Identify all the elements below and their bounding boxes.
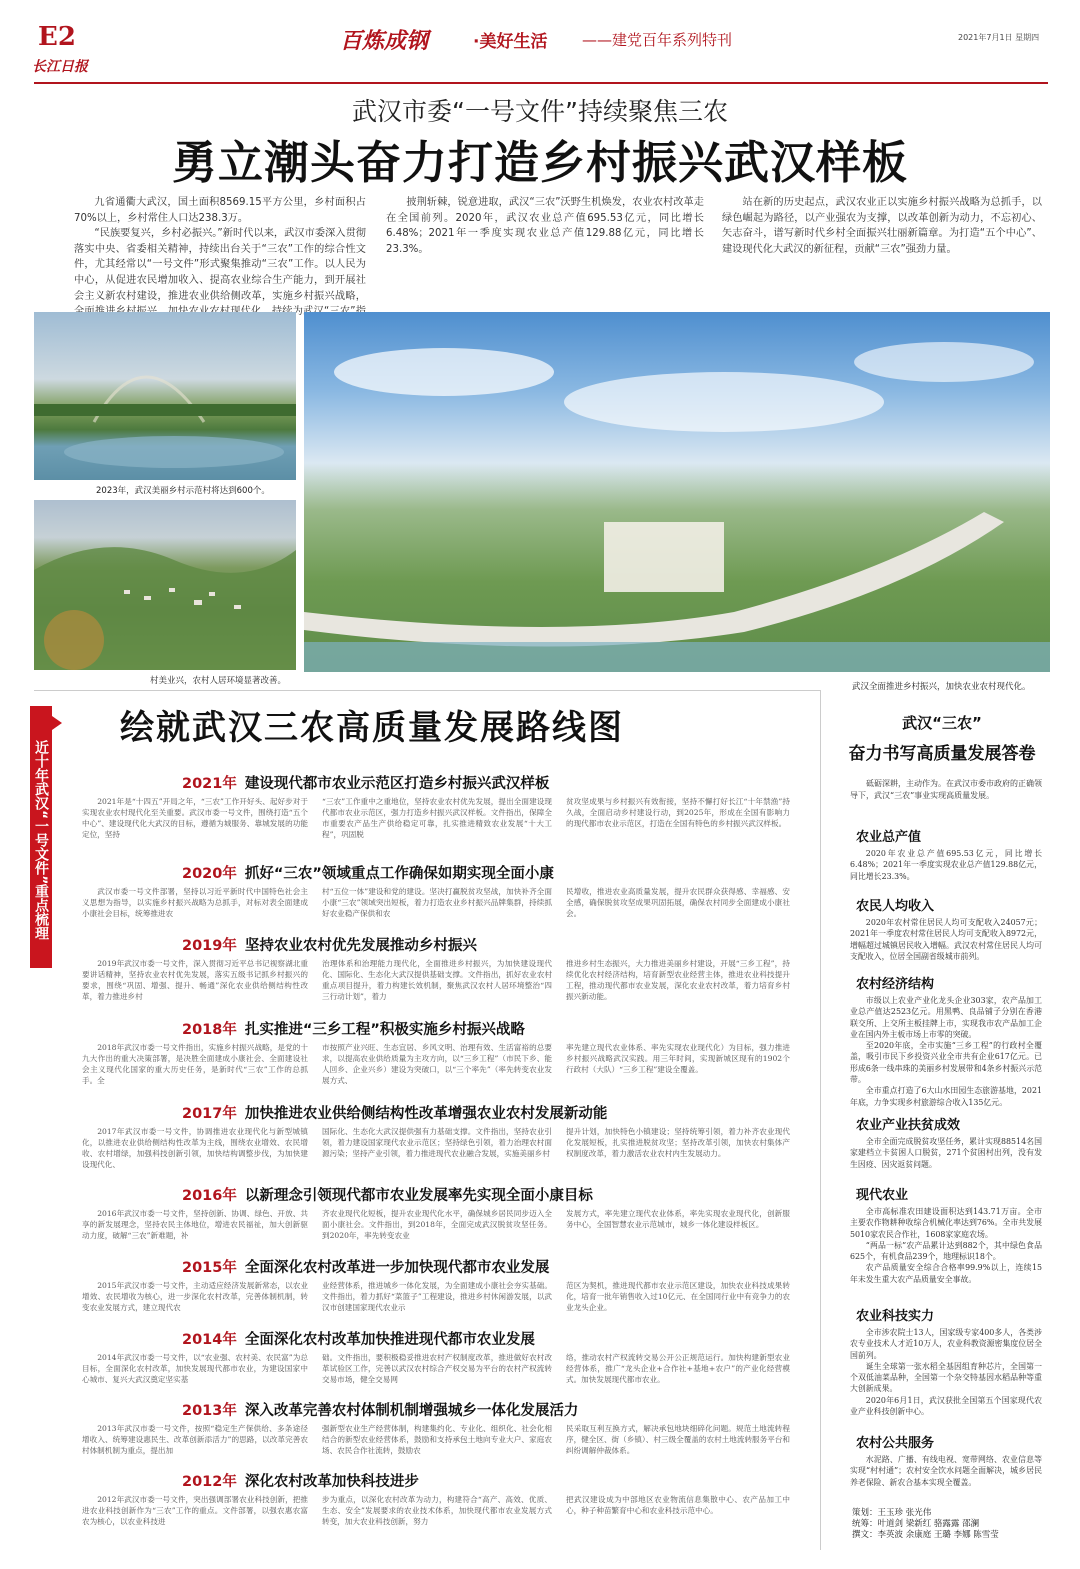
- year-label: 2013年: [182, 1403, 237, 1419]
- page-code: E2: [38, 22, 76, 52]
- sidebar-paragraph: 水泥路、广播、有线电视、宽带网络、农业信息等实现“村村通”；农村安全饮水问题全面解决，城乡居民养老保险、新农合基本实现全覆盖。: [850, 1455, 1042, 1487]
- photo-caption: 武汉全面推进乡村振兴，加快农业农村现代化。: [852, 682, 1031, 692]
- year-body-text: 治理体系和治理能力现代化，全面推进乡村振兴，为加快建设现代化、国际化、生态化大武汉提供基础支撑。文件指出，抓好农业农村重点项目提升，着力构建长效机制，聚焦武汉农村人居环境整治“四三行动计划”，着力: [322, 959, 552, 1001]
- photo-caption: 2023年，武汉美丽乡村示范村将达到600个。: [96, 486, 270, 496]
- sidebar-body: [850, 917, 1042, 977]
- year-body-text: 市按照产业兴旺、生态宜居、乡风文明、治理有效、生活富裕的总要求，以提高农业供给质量为主攻方向，以“三乡工程”（市民下乡、能人回乡、企业兴乡）建设为突破口，以“三个率先”（率先转变农业发展方式、: [322, 1043, 552, 1085]
- year-heading: [182, 1399, 578, 1420]
- sidebar-title: 武汉“三农”: [902, 714, 982, 732]
- year-title: 加快推进农业供给侧结构性改革增强农业农村发展新动能: [244, 1106, 608, 1122]
- header-rule: [34, 82, 1048, 84]
- sidebar-heading: 农业科技实力: [856, 1309, 935, 1324]
- credit-line: 策划：王玉珍 张光伟: [852, 1508, 932, 1518]
- year-body-text: 国际化、生态化大武汉提供强有力基础支撑。文件指出，坚持农业引领，着力建设国家现代农业示范区；坚持绿色引领，着力治理农村面源污染；坚持产业引领，着力推进现代农业融合发展，实施美丽乡村: [322, 1127, 552, 1158]
- year-body-text: 2013年武汉市委一号文件，按照“稳定生产保供给、多条途径增收入、统筹建设惠民生、改革创新添活力”的思路，以改革完善农村体制机制为重点，提出加: [82, 1424, 308, 1455]
- sidebar-paragraph: 农产品质量安全综合合格率99.9%以上，连续15年未发生重大农产品质量安全事故。: [850, 1263, 1042, 1284]
- year-body-text: 础。文件指出，要积极稳妥推进农村产权制度改革，推进做好农村改革试验区工作，完善以武汉农村综合产权交易为平台的农村产权流转交易市场，健全交易网: [322, 1353, 552, 1384]
- sidebar-paragraph: 全市重点打造了6大山水田园生态旅游基地，2021年底，力争实现乡村旅游综合收入135亿元。: [850, 1086, 1042, 1107]
- lead-paragraph: 披荆斩棘，锐意进取，武汉“三农”沃野生机焕发，农业农村改革走在全国前列。2020年，武汉农业总产值695.53亿元，同比增长6.48%；2021年一季度实现农业总产值129.88亿元，同比增长23.3%。: [386, 197, 704, 255]
- year-label: 2012年: [182, 1474, 237, 1490]
- year-body-text: 齐农业现代化短板，提升农业现代化水平，确保城乡居民同步迈入全面小康社会。文件指出，到2018年，全面完成武汉脱贫攻坚任务。到2020年，率先转变农业: [322, 1209, 552, 1240]
- year-label: 2015年: [182, 1260, 237, 1276]
- tag-arrow-icon: [52, 716, 62, 730]
- sidebar-heading: 农业产业扶贫成效: [856, 1118, 961, 1133]
- year-label: 2021年: [182, 776, 237, 792]
- year-heading: [182, 1018, 525, 1039]
- sidebar-paragraph: 全市涉农院士13人，国家级专家400多人，各类涉农专业技术人才近10万人，农业科教资源密集度位居全国前列。: [850, 1328, 1042, 1360]
- year-body-text: 步为重点，以深化农村改革为动力，构建符合“高产、高效、优质、生态、安全”发展要求的农业技术体系，加快现代都市农业发展方式转变，加大农业科技创新，努力: [322, 1495, 552, 1526]
- sidebar-heading: 农业总产值: [856, 830, 922, 845]
- year-heading: [182, 934, 477, 955]
- lead-column-1: [74, 195, 366, 318]
- year-title: 以新理念引领现代都市农业发展率先实现全面小康目标: [244, 1188, 593, 1204]
- year-body-text: 2018年武汉市委一号文件指出，实施乡村振兴战略，是党的十九大作出的重大决策部署，是决胜全面建成小康社会、全面建设社会主义现代化国家的重大历史任务，是新时代“三农”工作的总抓手。全: [82, 1043, 308, 1085]
- year-body-text: 络，推动农村产权流转交易公开公正规范运行。加快构建新型农业经营体系，推广“龙头企业+合作社+基地+农户”的产业化经营模式。加快发展现代都市农业。: [566, 1353, 790, 1384]
- issue-date: 2021年7月1日 星期四: [958, 33, 1040, 42]
- series-name: ——建党百年系列特刊: [582, 31, 733, 49]
- year-body-text: 村“五位一体”建设和党的建设。坚决打赢脱贫攻坚战，加快补齐全面小康“三农”领域突出短板，着力打造农业乡村振兴品牌集群，持续抓好农业稳产保供和农: [322, 887, 552, 918]
- year-title: 扎实推进“三乡工程”积极实施乡村振兴战略: [244, 1022, 525, 1038]
- year-body-text: 2021年是“十四五”开局之年，“三农”工作开好头、起好步对于实现农业农村现代化至关重要。武汉市委一号文件，围绕打造“五个中心”、建设现代化大武汉的目标，遵循为城服务、靠城发展的功能定位，坚持: [82, 797, 308, 839]
- year-heading: [182, 862, 554, 883]
- sidebar-body: [850, 848, 1042, 898]
- sidebar-body: [850, 995, 1042, 1121]
- photo-aerial-village-art: [304, 312, 1050, 672]
- year-title: 全面深化农村改革进一步加快现代都市农业发展: [244, 1260, 550, 1276]
- year-body-text: 2014年武汉市委一号文件，以“农业强、农村美、农民富”为总目标，全面深化农村改革，加快发展现代都市农业，为建设国家中心城市、复兴大武汉奠定坚实基: [82, 1353, 308, 1384]
- year-heading: [182, 772, 549, 793]
- year-body-text: 率先建立现代农业体系、率先实现农业现代化）为目标，强力推进乡村振兴战略武汉实践。用三年时间，实现新城区现有的1902个行政村（大队）“三乡工程”建设全覆盖。: [566, 1043, 790, 1074]
- sidebar-heading: 农村经济结构: [856, 977, 935, 992]
- year-heading: [182, 1102, 607, 1123]
- year-label: 2014年: [182, 1332, 237, 1348]
- year-body-text: 2019年武汉市委一号文件，深入贯彻习近平总书记视察湖北重要讲话精神，坚持农业农村优先发展，落实五级书记抓乡村振兴的要求，围绕“巩固、增强、提升、畅通”深化农业供给侧结构性改革，着力推进乡村: [82, 959, 308, 1001]
- sidebar-paragraph: 2020年农业总产值695.53亿元，同比增长6.48%；2021年一季度实现农业总产值129.88亿元，同比增长23.3%。: [850, 849, 1042, 881]
- year-body-text: 2012年武汉市委一号文件，突出强调部署农业科技创新，把推进农业科技创新作为“三农”工作的重点。文件部署，以强农惠农富农为核心，以农业科技进: [82, 1495, 308, 1526]
- article-headline: 勇立潮头奋力打造乡村振兴武汉样板: [171, 136, 908, 189]
- year-label: 2016年: [182, 1188, 237, 1204]
- article-subhead: 武汉市委“一号文件”持续聚焦三农: [352, 97, 728, 126]
- section-tag: 近十年武汉“一号文件”重点梳理: [30, 706, 52, 968]
- year-body-text: 把武汉建设成为中部地区农业物流信息集散中心、农产品加工中心，种子种苗繁育中心和农业科技示范中心。: [566, 1495, 790, 1515]
- year-body-text: 范区为契机，推进现代都市农业示范区建设，加快农业科技成果转化，培育一批年销售收入过10亿元、在全国同行业中有竞争力的农业龙头企业。: [566, 1281, 790, 1312]
- photo-hillside-village-art: [34, 500, 296, 670]
- year-label: 2018年: [182, 1022, 237, 1038]
- lead-column-2: [386, 195, 704, 295]
- year-label: 2020年: [182, 866, 237, 882]
- sidebar-body: [850, 1454, 1042, 1494]
- year-body-text: 2015年武汉市委一号文件，主动适应经济发展新常态，以农业增效、农民增收为核心，进一步深化农村改革，完善体制机制，转变农业发展方式，建立现代农: [82, 1281, 308, 1312]
- year-body-text: 民增收，推进农业高质量发展，提升农民群众获得感、幸福感、安全感，确保脱贫攻坚成果巩固拓展，确保农村同步全面建成小康社会。: [566, 887, 790, 918]
- sidebar-paragraph: 全市全面完成脱贫攻坚任务，累计实现88514名国家建档立卡贫困人口脱贫，271个贫困村出列，没有发生因疫、因灾返贫问题。: [850, 1137, 1042, 1169]
- lead-paragraph: 九省通衢大武汉，国土面积8569.15平方公里，乡村面积占70%以上，乡村常住人口达238.3万。: [74, 197, 366, 224]
- year-body-text: 2017年武汉市委一号文件，协调推进农业现代化与新型城镇化，以推进农业供给侧结构性改革为主线，围绕农业增效、农民增收、农村增绿，加强科技创新引领，加快结构调整步伐，为加快建设现代化、: [82, 1127, 308, 1169]
- credit-line: 撰文：李英波 余康庭 王璐 李娜 陈雪莹: [852, 1530, 999, 1540]
- year-title: 深入改革完善农村体制机制增强城乡一体化发展活力: [244, 1403, 579, 1419]
- sidebar-subtitle: 奋力书写高质量发展答卷: [848, 744, 1036, 764]
- roadmap-title: 绘就武汉三农高质量发展路线图: [120, 708, 624, 748]
- year-body-text: 强新型农业生产经营体制，构建集约化、专业化、组织化、社会化相结合的新型农业经营体系，鼓励和支持承包土地向专业大户、家庭农场、农民合作社流转，鼓励农: [322, 1424, 552, 1455]
- year-body-text: 发展方式，率先建立现代农业体系，率先实现农业现代化，创新服务中心，全国智慧农业示范城市，城乡一体化建设样板区。: [566, 1209, 790, 1229]
- credits: [852, 1508, 1042, 1541]
- section-divider: [34, 690, 820, 691]
- photo-lake-village: [34, 312, 296, 480]
- year-body-text: 民采取互利互换方式，解决承包地块细碎化问题。规范土地流转程序，健全区、街（乡镇）、村三级全覆盖的农村土地流转服务平台和纠纷调解仲裁体系。: [566, 1424, 791, 1455]
- credit-line: 统筹：叶道剑 梁新红 骆露露 邵澜: [852, 1519, 980, 1529]
- sidebar-paragraph: “两品一标”农产品累计达到882个，其中绿色食品625个，有机食品239个，地理标识18个。: [850, 1240, 1042, 1262]
- lead-paragraph: “民族要复兴，乡村必振兴。”新时代以来，武汉市委深入贯彻落实中央、省委相关精神，持续出台关于“三农”工作的综合性文件，尤其经常以“一号文件”形式聚集推动“三农”工作。以人民为中心，从促进农民增加收入、提高农业综合生产能力，到开展社会主义新农村建设，推进农业供给侧改革，实施乡村振兴战略， 续为武: [74, 228, 366, 318]
- sidebar-paragraph: 全市高标准农田建设面积达到143.71万亩。全市主要农作物耕种收综合机械化率达到76%。全市共发展5010家农民合作社，1608家家庭农场。: [850, 1207, 1042, 1239]
- sidebar-paragraph: 诞生全球第一张水稻全基因组育种芯片，全国第一个双低油菜品种，全国第一个杂交特基因水稻品种等重大创新成果。: [850, 1361, 1042, 1394]
- sidebar-heading: 农民人均收入: [856, 899, 935, 914]
- year-title: 抓好“三农”领域重点工作确保如期实现全面小康: [244, 866, 554, 882]
- sidebar-paragraph: 市级以上农业产业化龙头企业303家，农产品加工业总产值达2523亿元。用黑鸭、良品铺子分别在香港联交所、上交所主板挂牌上市，实现我市农产品加工企业在国内外主板市场上市零的突破。: [850, 996, 1042, 1039]
- year-body-text: 武汉市委一号文件部署，坚持以习近平新时代中国特色社会主义思想为指导，以实施乡村振兴战略为总抓手，对标对表全面建成小康社会目标，统筹推进农: [82, 887, 308, 918]
- sidebar-body: [850, 1327, 1042, 1439]
- year-body-text: 2016年武汉市委一号文件，坚持创新、协调、绿色、开放、共享的新发展理念，坚持农民主体地位，增进农民福祉，加大创新驱动力度，破解“三农”新难题，补: [82, 1209, 308, 1240]
- photo-caption: 村美业兴，农村人居环境显著改善。: [150, 676, 287, 686]
- year-title: 坚持农业农村优先发展推动乡村振兴: [244, 938, 477, 954]
- year-label: 2019年: [182, 938, 237, 954]
- year-body-text: 贫攻坚成果与乡村振兴有效衔接，坚持不懈打好长江“十年禁渔”持久战，全面启动乡村建设行动，到2025年，形成在全国有影响力的现代都市农业示范区，打造在全国有特色的乡村振兴武汉样板。: [566, 797, 790, 828]
- sidebar-intro: 砥砺深耕，主动作为。在武汉市委市政府的正确领导下，武汉“三农”事业实现高质量发展。: [850, 779, 1042, 800]
- year-body-text: 提升计划，加快特色小镇建设；坚持统筹引领，着力补齐农业现代化发展短板，扎实推进脱贫攻坚；坚持改革引领，加快农村集体产权制度改革，着力激活农业农村内生发展动力。: [566, 1127, 790, 1158]
- year-label: 2017年: [182, 1106, 237, 1122]
- column-name: ·美好生活: [473, 32, 548, 52]
- year-body-text: “三农”工作重中之重地位，坚持农业农村优先发展，提出全面建设现代都市农业示范区，强力打造乡村振兴武汉样板。文件指出，保障全市重要农产品生产供给稳定可靠，扎实推进精致农业发展“十大工程”，巩固脱: [322, 797, 552, 839]
- sidebar-heading: 现代农业: [856, 1188, 909, 1203]
- year-title: 深化农村改革加快科技进步: [244, 1474, 419, 1490]
- band-calligraphy: 百炼成钢: [340, 28, 429, 54]
- year-heading: [182, 1470, 419, 1491]
- year-heading: [182, 1328, 535, 1349]
- year-title: 建设现代都市农业示范区打造乡村振兴武汉样板: [244, 776, 550, 792]
- year-heading: [182, 1184, 593, 1205]
- year-title: 全面深化农村改革加快推进现代都市农业发展: [244, 1332, 535, 1348]
- photo-lake-village-art: [34, 312, 296, 480]
- sidebar-heading: 农村公共服务: [856, 1436, 935, 1451]
- sidebar-body: [850, 1136, 1042, 1190]
- sidebar-paragraph: 2020年6月1日，武汉获批全国第五个国家现代农业产业科技创新中心。: [850, 1395, 1042, 1417]
- sidebar-paragraph: 2020年农村常住居民人均可支配收入24057元；2021年一季度农村常住居民人均可支配收入8972元，增幅超过城镇居民收入增幅。武汉农村常住居民人均可支配收入，位居全国副省级城市前列。: [850, 918, 1042, 961]
- lead-column-3: [722, 195, 1042, 295]
- sidebar-body: [850, 1206, 1042, 1311]
- sidebar-paragraph: 至2020年底，全市实施“三乡工程”的行政村全覆盖，吸引市民下乡投资兴业全市共有企业617亿元。已形成6条一线串珠的美丽乡村发展带和4条乡村振兴示范带。: [850, 1041, 1042, 1085]
- lead-paragraph: 站在新的历史起点，武汉农业正以实施乡村振兴战略为总抓手，以绿色崛起为路径，以产业强农为支撑，以改革创新为动力，不忘初心、矢志奋斗，谱写新时代乡村全面振兴壮丽新篇章。为打造“五个中心”、建设现代化大武汉的新征程，贡献“三农”强劲力量。: [722, 197, 1042, 255]
- photo-hillside-village: [34, 500, 296, 670]
- year-heading: [182, 1256, 549, 1277]
- photo-aerial-village: [304, 312, 1050, 672]
- column-divider: [820, 690, 821, 1550]
- newspaper-name: 长江日报: [32, 59, 88, 75]
- year-body-text: 推进乡村生态振兴，大力推进美丽乡村建设，开展“三乡工程”，持续优化农村经济结构，培育新型农业经营主体，推进农业科技提升工程，推动现代都市农业发展，深化农业农村改革，着力培育乡村振兴新动能。: [566, 959, 790, 1001]
- year-body-text: 业经营体系，推进城乡一体化发展，为全面建成小康社会夯实基础。文件指出，着力抓好“菜篮子”工程建设，推进乡村休闲游发展，以武汉市创建国家现代农业示: [322, 1281, 552, 1312]
